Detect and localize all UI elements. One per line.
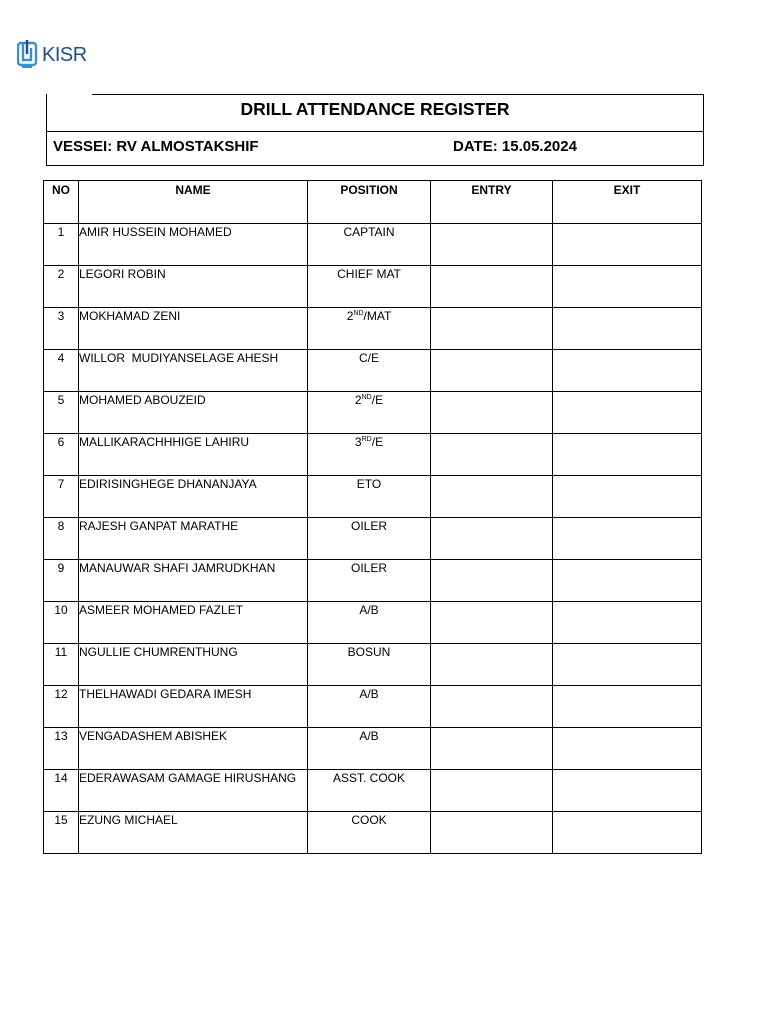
column-header-name: NAME [79, 181, 308, 224]
cell-position [308, 266, 431, 308]
cell-exit[interactable] [553, 224, 702, 266]
cell-exit[interactable] [553, 308, 702, 350]
table-row [44, 560, 702, 602]
cell-no: 12 [44, 686, 79, 728]
cell-entry[interactable] [431, 308, 553, 350]
cell-name: MALLIKARACHHHIGE LAHIRU [79, 434, 308, 476]
cell-name: RAJESH GANPAT MARATHE [79, 518, 308, 560]
cell-entry[interactable] [431, 770, 553, 812]
kisr-logo-icon [17, 40, 39, 70]
cell-name: NGULLIE CHUMRENTHUNG [79, 644, 308, 686]
logo-text: KISR [42, 44, 87, 66]
cell-no: 3 [44, 308, 79, 350]
table-row [44, 644, 702, 686]
cell-position [308, 728, 431, 770]
table-row [44, 770, 702, 812]
cell-exit[interactable] [553, 518, 702, 560]
column-header-position: POSITION [308, 181, 431, 224]
cell-name: EZUNG MICHAEL [79, 812, 308, 854]
cell-position [308, 770, 431, 812]
position-text: ETO [356, 477, 382, 491]
cell-exit[interactable] [553, 392, 702, 434]
cell-exit[interactable] [553, 602, 702, 644]
cell-position [308, 644, 431, 686]
cell-exit[interactable] [553, 434, 702, 476]
table-row [44, 812, 702, 854]
table-row [44, 308, 702, 350]
cell-entry[interactable] [431, 812, 553, 854]
cell-no: 5 [44, 392, 79, 434]
cell-entry[interactable] [431, 224, 553, 266]
cell-exit[interactable] [553, 266, 702, 308]
cell-position [308, 602, 431, 644]
cell-name: ASMEER MOHAMED FAZLET [79, 602, 308, 644]
column-header-no: NO [44, 181, 79, 224]
cell-position [308, 224, 431, 266]
position-text: CAPTAIN [343, 225, 395, 239]
table-row [44, 728, 702, 770]
table-row [44, 224, 702, 266]
cell-entry[interactable] [431, 350, 553, 392]
attendance-table [43, 180, 702, 854]
position-text: OILER [350, 519, 387, 533]
table-row [44, 392, 702, 434]
cell-position [308, 308, 431, 350]
column-header-entry: ENTRY [431, 181, 553, 224]
cell-exit[interactable] [553, 476, 702, 518]
cell-entry[interactable] [431, 686, 553, 728]
cell-no: 9 [44, 560, 79, 602]
cell-exit[interactable] [553, 560, 702, 602]
position-text: 2ND/MAT [346, 309, 392, 323]
cell-name: EDIRISINGHEGE DHANANJAYA [79, 476, 308, 518]
cell-entry[interactable] [431, 518, 553, 560]
cell-name: VENGADASHEM ABISHEK [79, 728, 308, 770]
cell-exit[interactable] [553, 770, 702, 812]
table-row [44, 686, 702, 728]
date-label: DATE: 15.05.2024 [453, 138, 577, 155]
cell-name: MOKHAMAD ZENI [79, 308, 308, 350]
cell-name: WILLOR MUDIYANSELAGE AHESH [79, 350, 308, 392]
cell-position [308, 518, 431, 560]
cell-entry[interactable] [431, 602, 553, 644]
table-row [44, 434, 702, 476]
table-row [44, 476, 702, 518]
cell-no: 6 [44, 434, 79, 476]
cell-exit[interactable] [553, 686, 702, 728]
table-header-row [44, 181, 702, 224]
cell-entry[interactable] [431, 266, 553, 308]
cell-entry[interactable] [431, 392, 553, 434]
position-text: ASST. COOK [332, 771, 406, 785]
position-text: OILER [350, 561, 387, 575]
position-text: A/B [359, 603, 379, 617]
table-row [44, 602, 702, 644]
table-row [44, 518, 702, 560]
cell-no: 14 [44, 770, 79, 812]
cell-name: LEGORI ROBIN [79, 266, 308, 308]
cell-no: 11 [44, 644, 79, 686]
cell-entry[interactable] [431, 476, 553, 518]
cell-no: 4 [44, 350, 79, 392]
cell-name: EDERAWASAM GAMAGE HIRUSHANG [79, 770, 308, 812]
cell-entry[interactable] [431, 434, 553, 476]
cell-name: AMIR HUSSEIN MOHAMED [79, 224, 308, 266]
cell-no: 1 [44, 224, 79, 266]
position-text: BOSUN [347, 645, 391, 659]
position-text: 2ND/E [354, 393, 384, 407]
cell-entry[interactable] [431, 728, 553, 770]
column-header-exit: EXIT [553, 181, 702, 224]
table-row [44, 266, 702, 308]
cell-entry[interactable] [431, 560, 553, 602]
position-text: A/B [359, 687, 379, 701]
cell-exit[interactable] [553, 728, 702, 770]
cell-position [308, 476, 431, 518]
position-text: C/E [358, 351, 379, 365]
cell-exit[interactable] [553, 812, 702, 854]
position-text: COOK [351, 813, 387, 827]
cell-position [308, 350, 431, 392]
position-text: A/B [359, 729, 379, 743]
cell-no: 10 [44, 602, 79, 644]
position-text: 3RD/E [354, 435, 384, 449]
vessel-label: VESSEI: RV ALMOSTAKSHIF [53, 138, 259, 155]
cell-no: 7 [44, 476, 79, 518]
cell-name: MANAUWAR SHAFI JAMRUDKHAN [79, 560, 308, 602]
cell-entry[interactable] [431, 644, 553, 686]
cell-name: MOHAMED ABOUZEID [79, 392, 308, 434]
cell-name: THELHAWADI GEDARA IMESH [79, 686, 308, 728]
cell-position [308, 812, 431, 854]
header-box [46, 94, 704, 166]
cell-no: 2 [44, 266, 79, 308]
page-title: DRILL ATTENDANCE REGISTER [240, 99, 510, 119]
cell-position [308, 560, 431, 602]
cell-exit[interactable] [553, 644, 702, 686]
logo [17, 40, 87, 70]
cell-no: 8 [44, 518, 79, 560]
cell-no: 13 [44, 728, 79, 770]
cell-position [308, 434, 431, 476]
position-text: CHIEF MAT [337, 267, 401, 281]
table-row [44, 350, 702, 392]
cell-position [308, 392, 431, 434]
cell-position [308, 686, 431, 728]
cell-exit[interactable] [553, 350, 702, 392]
cell-no: 15 [44, 812, 79, 854]
